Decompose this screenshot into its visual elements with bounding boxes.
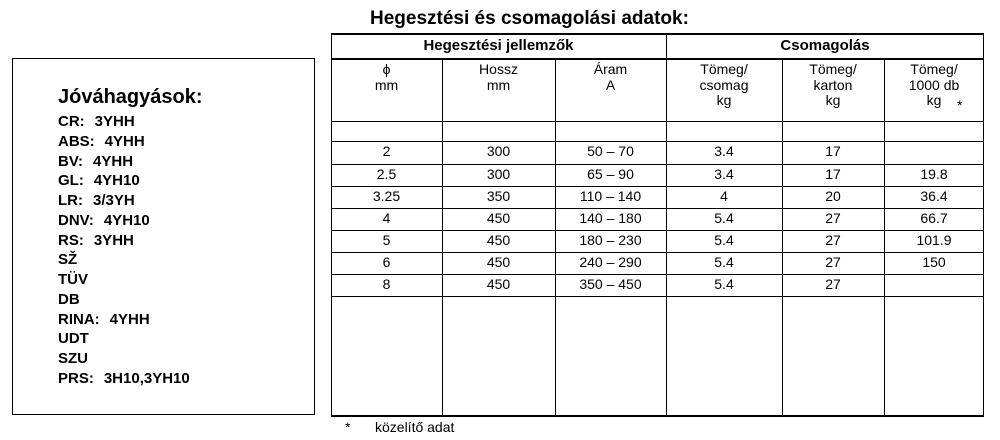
table-cell: 240 – 290 [579,254,642,270]
approval-item [58,270,190,290]
table-cell: 2 [382,143,391,159]
column-header-line: Áram [593,61,628,77]
approval-code: 3YHH [93,231,134,249]
approval-body: LR: [58,192,83,209]
column-header-line: karton [813,76,853,93]
table-cell: 450 [486,232,511,248]
table-cell: 180 – 230 [579,232,642,248]
table-cell: 350 [486,188,511,204]
approval-code: 3H10,3YH10 [103,369,190,387]
approval-body: RINA: [58,310,100,328]
approval-item [58,329,190,349]
table-cell: 450 [486,276,511,292]
approval-body: DNV: [58,211,94,229]
approval-item [58,231,190,251]
table-cell: 140 – 180 [579,210,642,226]
approval-item [58,369,190,389]
approval-item [58,290,190,310]
column-header-line: Tömeg/ [910,61,958,77]
table-grid-line [331,296,984,297]
approval-body: DB [58,290,80,308]
table-cell: 27 [825,232,841,248]
table-cell: 450 [486,254,511,270]
group-header-packaging: Csomagolás [780,37,870,54]
table-cell: 4 [382,210,391,226]
welding-packaging-table [331,33,984,416]
table-grid-line [331,141,984,142]
approval-body: CR: [58,113,85,130]
column-header-line: ϕ [382,61,391,77]
approval-item [58,152,190,172]
approval-code: 4YHH [93,152,134,170]
table-grid-line [331,186,984,187]
approvals-list [58,112,190,389]
table-cell: 300 [486,143,511,159]
page-title: Hegesztési és csomagolási adatok: [370,8,689,29]
table-cell: 300 [486,166,511,182]
group-header-welding: Hegesztési jellemzők [423,37,574,54]
column-header-line: csomag [699,76,749,93]
table-grid-line [331,164,984,165]
column-header-line: Hossz [479,61,518,77]
column-header-line: mm [486,76,511,93]
table-cell: 101.9 [916,232,952,248]
column-header-line: A [605,76,616,93]
table-cell: 4 [720,188,728,204]
approval-code: 4YH10 [93,172,140,190]
table-cell: 27 [825,276,841,292]
footnote-text: közelítő adat [375,419,455,435]
approval-item [58,132,190,152]
table-cell: 5.4 [714,210,734,226]
column-header-line: 1000 db [908,76,960,93]
approvals-title: Jóváhagyások: [58,86,203,108]
approvals-box [12,58,315,415]
column-header [331,62,442,109]
column-header-line [442,93,555,109]
approval-body: TÜV [58,271,88,288]
approval-body: PRS: [58,369,94,387]
column-header [666,62,782,109]
column-header-line: Tömeg/ [700,61,748,77]
approval-body: ABS: [58,132,95,150]
column-header-line: mm [374,76,399,93]
approval-code: 4YH10 [103,211,150,229]
table-grid-line [331,33,984,35]
approval-code: 4YHH [109,310,150,328]
table-cell: 3.4 [714,166,734,182]
table-cell: 65 – 90 [587,166,634,182]
table-cell: 6 [382,254,391,270]
column-header [782,62,884,109]
footnote-symbol: * [345,419,351,435]
table-grid-line [331,230,984,231]
table-grid-line [331,208,984,209]
column-header [442,62,555,109]
approval-item [58,310,190,330]
table-grid-line [331,415,984,417]
approval-code: 3/3YH [93,192,135,209]
table-cell: 20 [825,188,841,204]
column-header-line: Tömeg/ [809,61,857,77]
table-cell: 5.4 [714,276,734,292]
table-cell: 17 [825,166,841,182]
table-cell: 110 – 140 [579,188,642,204]
table-cell: 5.4 [714,232,734,248]
table-grid-line [331,274,984,275]
table-cell: 17 [825,143,841,159]
table-cell: 5 [382,232,391,248]
approval-body: BV: [58,152,84,170]
column-header-line [331,93,442,109]
table-cell: 450 [486,210,511,226]
table-cell: 3.4 [714,143,734,159]
column-header-line: kg [716,92,732,108]
approval-item [58,191,190,211]
approval-body: GL: [58,172,84,190]
table-cell: 350 – 450 [579,276,642,292]
table-cell: 8 [382,276,391,292]
table-cell: 19.8 [920,166,948,182]
table-cell: 150 [922,254,946,270]
approval-code: 4YHH [104,132,145,150]
approval-body: SZU [58,350,88,367]
approval-item [58,171,190,191]
approximate-marker: * [957,97,963,113]
table-cell: 66.7 [920,210,948,226]
table-cell: 36.4 [920,188,948,204]
approval-item [58,112,190,132]
table-grid-line [331,58,984,60]
approval-item [58,211,190,231]
table-cell: 27 [825,210,841,226]
approval-body: SŽ [58,251,78,269]
column-header-line [555,93,666,109]
approval-item [58,250,190,270]
column-header [555,62,666,109]
footnote [345,419,454,435]
table-cell: 27 [825,254,841,270]
approval-body: UDT [58,330,89,348]
column-header [884,62,984,109]
table-cell: 3.25 [372,188,401,204]
table-grid-line [331,121,984,122]
table-cell: 2.5 [376,166,397,182]
table-cell: 5.4 [714,254,734,270]
approval-code: 3YHH [94,113,135,130]
approval-body: RS: [58,231,84,249]
column-header-line: kg [825,92,841,108]
table-cell: 50 – 70 [587,143,634,159]
table-grid-line [331,252,984,253]
approval-item [58,349,190,369]
column-header-line: kg [926,92,942,108]
